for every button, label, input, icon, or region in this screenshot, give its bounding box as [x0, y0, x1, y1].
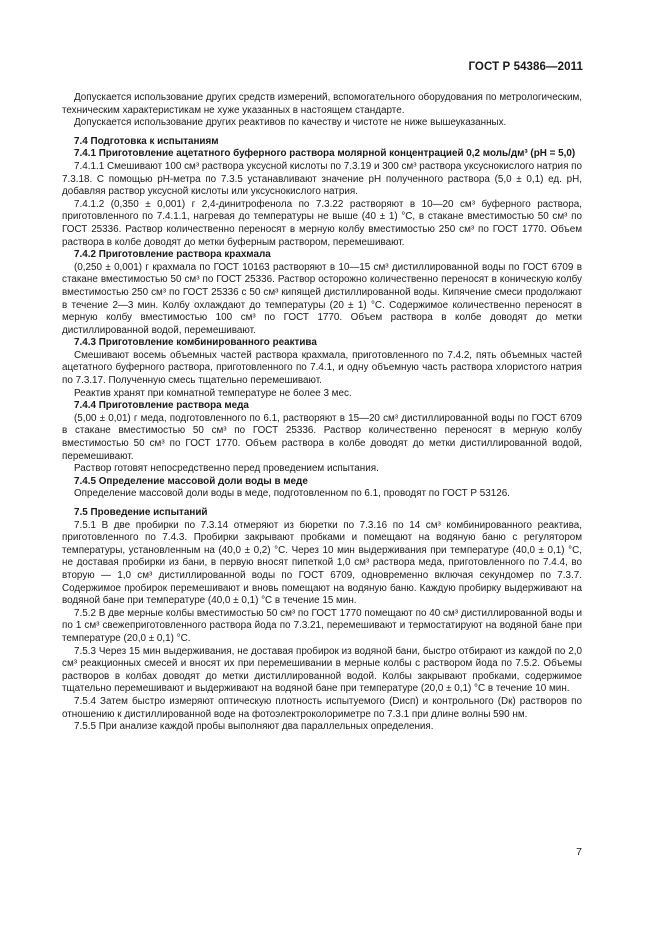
paragraph: Допускается использование других реактивов по качеству и чистоте не ниже вышеуказанных.: [74, 117, 507, 129]
section-heading: 7.4.1 Приготовление ацетатного буферного раствора молярной концентрацией 0,2 моль/дм³ (pH = 5,0): [74, 148, 576, 160]
paragraph: 7.5.4 Затем быстро измеряют оптическую плотность испытуемого (Dисп) и контрольного (Dк) растворов по отношению к дистиллированной воде на фотоэлектроколориметре по 7.3.1 при длине волны 590 нм.: [62, 695, 582, 720]
page-number: 7: [576, 846, 582, 858]
section-heading: 7.4.5 Определение массовой доли воды в меде: [74, 475, 308, 487]
section-heading: 7.4.3 Приготовление комбинированного реактива: [74, 337, 317, 349]
paragraph: 7.5.2 В две мерные колбы вместимостью 50 см³ по ГОСТ 1770 помещают по 40 см³ дистиллированной воды и по 1 см³ свежеприготовленного раствора йода по 7.3.21, перемешивают и термостатируют на водяной бане при температуре (20,0 ± 0,1) °С.: [62, 607, 582, 644]
paragraph: (5,00 ± 0,01) г меда, подготовленного по 6.1, растворяют в 15—20 см³ дистиллированной воды по ГОСТ 6709 в стакане вместимостью 50 см³ по ГОСТ 25336. Раствор количественно переносят в мерную колбу вместимостью 50 см³ по ГОСТ 1770. Объем раствора в колбе доводят до метки дистиллированной водой, перемешивают.: [62, 412, 582, 462]
paragraph: Допускается использование других средств измерений, вспомогательного оборудования по метрологическим, техническим характеристикам не хуже указанных в настоящем стандарте.: [62, 92, 582, 116]
section-heading: 7.4.2 Приготовление раствора крахмала: [74, 249, 271, 261]
paragraph: 7.5.5 При анализе каждой пробы выполняют два параллельных определения.: [74, 721, 434, 733]
paragraph: 7.5.1 В две пробирки по 7.3.14 отмеряют из бюретки по 7.3.16 по 14 см³ комбинированного реактива, приготовленного по 7.4.3. Пробирки закрывают пробками и помещают на водяную баню с регулятором температуры, установленным на (40,0 ± 0,2) °С. Через 10 мин выдерживания при температуре (40,0 ± 0,1) °С, не доставая пробирки из бани, в первую вносят пипеткой 1,0 см³ раствора меда, приготовленного по 7.4.4, во вторую — 1,0 см³ дистиллированной воды по ГОСТ 6709, одновременно включая секундомер по 7.3.7. Содержимое пробирок перемешивают и вновь помещают на водяную баню. Каждую пробирку выдерживают на водяной бане при температуре (40,0 ± 0,1) °С в течение 15 мин.: [62, 519, 582, 607]
paragraph: 7.5.3 Через 15 мин выдерживания, не доставая пробирок из водяной бани, быстро отбирают из каждой по 2,0 см³ реакционных смесей и вносят их при перемешивании в мерные колбы с раствором йода по 7.5.2. Объемы растворов в колбах доводят до метки дистиллированной водой. Колбы закрывают пробками, содержимое тщательно перемешивают и выдерживают на водяной бане при температуре (20,0 ± 0,1) °С в течение 10 мин.: [62, 645, 582, 695]
section-heading: 7.4.4 Приготовление раствора меда: [74, 400, 249, 412]
document-body: [62, 92, 582, 734]
paragraph: 7.4.1.2 (0,350 ± 0,001) г 2,4-динитрофенола по 7.3.22 растворяют в 10—20 см³ буферного раствора, приготовленного по 7.4.1.1, нагревая до температуры не выше (40 ± 1) °С, в стакане вместимостью 50 см³ по ГОСТ 25336. Раствор количественно переносят в мерную колбу вместимостью 250 см³ по ГОСТ 1770. Объем раствора в колбе доводят до метки буферным раствором, перемешивают.: [62, 198, 582, 248]
paragraph: (0,250 ± 0,001) г крахмала по ГОСТ 10163 растворяют в 10—15 см³ дистиллированной воды по ГОСТ 6709 в стакане вместимостью 50 см³ по ГОСТ 25336. Раствор осторожно количественно переносят в коническую колбу вместимостью 250 см³ по ГОСТ 25336 с 50 см³ кипящей дистиллированной воды. Кипячение смеси продолжают в течение 2—3 мин. Колбу охлаждают до температуры (20 ± 1) °С. Содержимое количественно переносят в мерную колбу вместимостью 100 см³ по ГОСТ 1770. Объем раствора в колбе доводят до метки дистиллированной водой, перемешивают.: [62, 261, 582, 336]
paragraph: Реактив хранят при комнатной температуре не более 3 мес.: [74, 387, 352, 399]
paragraph: 7.4.1.1 Смешивают 100 см³ раствора уксусной кислоты по 7.3.19 и 300 см³ раствора уксуснокислого натрия по 7.3.18. С помощью pH-метра по 7.3.5 устанавливают значение pH полученного раствора (5,0 ± 0,1) ед. pH, добавляя раствор уксусной кислоты или уксуснокислого натрия.: [62, 160, 582, 198]
section-heading: 7.4 Подготовка к испытаниям: [74, 135, 219, 147]
standard-header: ГОСТ Р 54386—2011: [468, 61, 583, 73]
paragraph: Смешивают восемь объемных частей раствора крахмала, приготовленного по 7.4.2, пять объемных частей ацетатного буферного раствора, приготовленного по 7.4.1, и одну объемную часть раствора хлористого натрия по 7.3.17. Полученную смесь тщательно перемешивают.: [62, 349, 582, 387]
paragraph: Раствор готовят непосредственно перед проведением испытания.: [74, 463, 379, 475]
paragraph: Определение массовой доли воды в меде, подготовленном по 6.1, проводят по ГОСТ Р 53126.: [74, 488, 510, 500]
section-heading: 7.5 Проведение испытаний: [74, 507, 208, 518]
